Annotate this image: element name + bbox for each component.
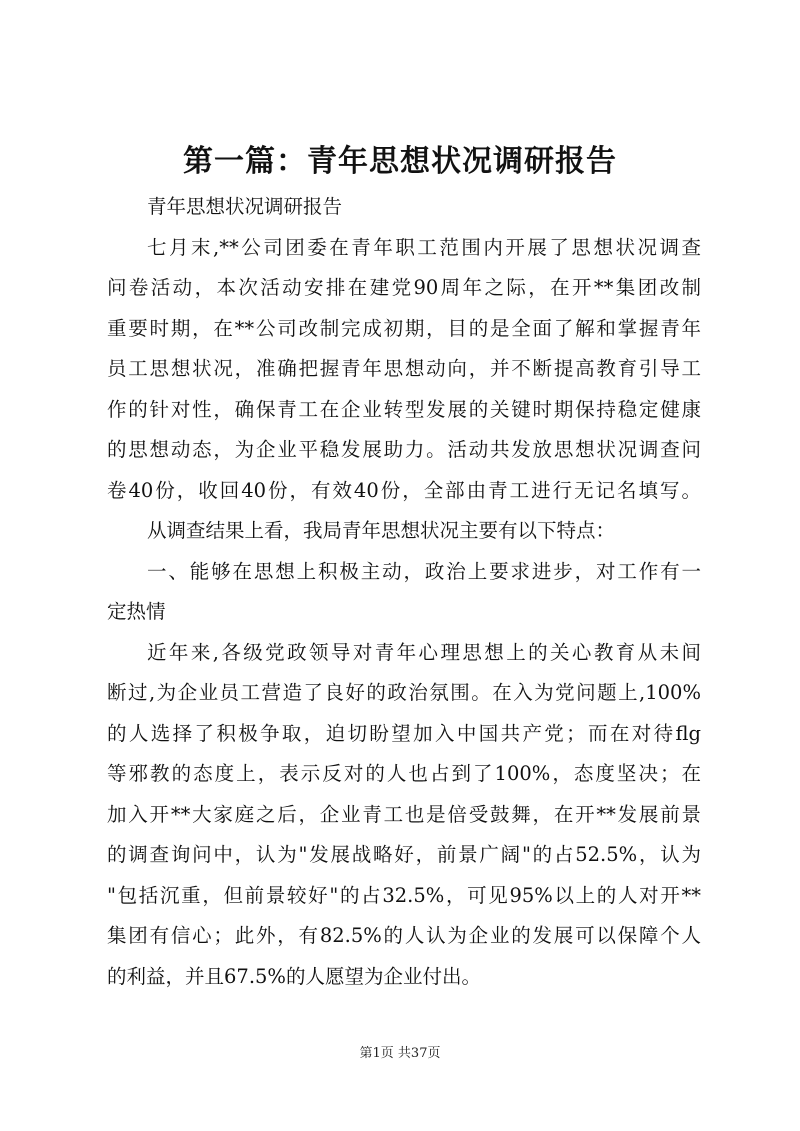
text-line: 员工思想状况，准确把握青年思想动向，并不断提高教育引导工 [107,357,701,380]
text-line: 集团有信心；此外，有82.5%的人认为企业的发展可以保障个人 [107,924,701,947]
paragraph [107,228,701,512]
paragraph [107,187,701,228]
text-line: 的利益，并且67.5%的人愿望为企业付出。 [107,964,481,988]
text-line: 定热情 [107,600,166,623]
text-line: 的人选择了积极争取，迫切盼望加入中国共产党；而在对待flg [107,721,701,745]
text-line: 加入开**大家庭之后，企业青工也是倍受鼓舞，在开**发展前景 [107,802,701,826]
text-line: 的思想动态，为企业平稳发展助力。活动共发放思想状况调查问 [107,438,701,461]
text-line: 七月末,**公司团委在青年职工范围内开展了思想状况调查 [147,235,701,259]
paragraph [107,511,701,552]
text-line: 重要时期，在**公司改制完成初期，目的是全面了解和掌握青年 [107,316,701,340]
text-line: 青年思想状况调研报告 [147,195,343,218]
document-body [107,187,701,997]
text-line: 断过,为企业员工营造了良好的政治氛围。在入为党问题上,100% [107,681,701,704]
paragraph [107,633,701,998]
document-title: 第一篇：青年思想状况调研报告 [183,144,617,179]
text-line: 的调查询问中，认为"发展战略好，前景广阔"的占52.5%，认为 [107,843,701,866]
text-line: 作的针对性，确保青工在企业转型发展的关键时期保持稳定健康 [107,397,701,421]
text-line: "包括沉重，但前景较好"的占32.5%，可见95%以上的人对开** [107,883,701,907]
text-line: 卷40份，收回40份，有效40份，全部由青工进行无记名填写。 [107,478,701,502]
paragraph [107,552,701,633]
text-line: 近年来,各级党政领导对青年心理思想上的关心教育从未间 [147,640,701,664]
text-line: 问卷活动，本次活动安排在建党90周年之际，在开**集团改制 [107,276,701,299]
text-line: 等邪教的态度上，表示反对的人也占到了100%，态度坚决；在 [107,762,701,785]
text-line: 一、能够在思想上积极主动，政治上要求进步，对工作有一 [147,559,701,583]
page-footer: 第1页 共37页 [359,1046,441,1061]
text-line: 从调查结果上看，我局青年思想状况主要有以下特点： [147,519,616,542]
